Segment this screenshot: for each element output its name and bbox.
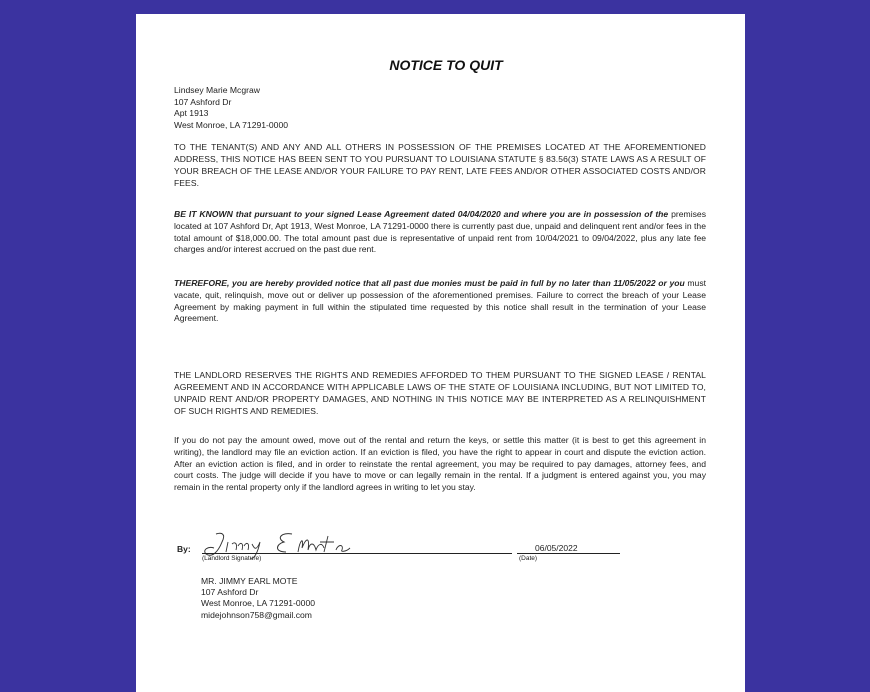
signature-line [202, 553, 512, 554]
landlord-street: 107 Ashford Dr [201, 587, 259, 598]
notice-page [136, 14, 745, 692]
signature-caption: (Landlord Signature) [202, 555, 262, 562]
date-line [517, 553, 620, 554]
document-title: NOTICE TO QUIT [389, 57, 503, 73]
statute-paragraph: TO THE TENANT(S) AND ANY AND ALL OTHERS IN POSSESSION OF THE PREMISES LOCATED AT THE AFOREMENTIONED ADDRESS, THIS NOTICE HAS BEEN SENT TO YOU PURSUANT TO LOUISIANA STATUTE § 83.56(3) STATE LAWS AS A RESULT OF YOUR BREACH OF THE LEASE AND/OR YOUR FAILURE TO PAY RENT, LATE FEES AND/OR OTHER ASSOCIATED COSTS AND/OR FEES. [174, 142, 706, 188]
be-it-known-lead: BE IT KNOWN that pursuant to your signed Lease Agreement dated 04/04/2020 and where you are in possession of the [174, 209, 669, 219]
be-it-known-paragraph [174, 209, 706, 256]
signature-date: 06/05/2022 [535, 543, 578, 553]
landlord-name: MR. JIMMY EARL MOTE [201, 576, 298, 586]
landlord-email: midejohnson758@gmail.com [201, 609, 312, 620]
date-caption: (Date) [519, 555, 538, 562]
therefore-paragraph [174, 278, 706, 325]
therefore-lead: THEREFORE, you are hereby provided notice that all past due monies must be paid in full by no later than 11/05/2022 or you [174, 278, 685, 288]
be-it-known-body: premises located at 107 Ashford Dr, Apt 1913, West Monroe, LA 71291-0000 there is currently past due, unpaid and delinquent rent and/or fees in the total amount of $18,000.00. The total amount past due is representative of unpaid rent from 10/04/2021 to 09/04/2022, plus any late fee charges and/or interest accrued on the past due rent. [174, 209, 706, 255]
landlord-address [201, 576, 315, 621]
tenant-address [174, 85, 288, 131]
tenant-city: West Monroe, LA 71291-0000 [174, 119, 289, 130]
signature-row [174, 534, 594, 574]
therefore-body: must vacate, quit, relinquish, move out or deliver up possession of the aforementioned premises. Failure to correct the breach of your Lease Agreement by making payment in full within the stipulated time requested by this notice shall result in the termination of your Lease Agreement. [174, 278, 706, 324]
tenant-street: 107 Ashford Dr [174, 96, 232, 107]
landlord-city: West Monroe, LA 71291-0000 [201, 598, 316, 609]
by-label: By: [177, 544, 191, 554]
eviction-paragraph: If you do not pay the amount owed, move out of the rental and return the keys, or settle this matter (it is best to get this agreement in writing), the landlord may file an eviction action. If an eviction is filed, you have the right to appear in court and dispute the eviction action. After an eviction action is filed, and in order to reinstate the rental agreement, you may be required to pay damages, attorney fees, and court costs. The judge will decide if you have to move or can legally remain in the rental. If a judgment is entered against you, you may remain in the rental property only if the landlord agrees in writing to let you stay. [174, 435, 706, 493]
rights-paragraph: THE LANDLORD RESERVES THE RIGHTS AND REMEDIES AFFORDED TO THEM PURSUANT TO THE SIGNED LEASE / RENTAL AGREEMENT AND IN ACCORDANCE WITH APPLICABLE LAWS OF THE STATE OF LOUISIANA INCLUDING, BUT NOT LIMITED TO, UNPAID RENT AND/OR PROPERTY DAMAGES, AND NOTHING IN THIS NOTICE MAY BE INTERPRETED AS A RELINQUISHMENT OF SUCH RIGHTS AND REMEDIES. [174, 370, 706, 416]
tenant-apt: Apt 1913 [174, 108, 209, 118]
tenant-name: Lindsey Marie Mcgraw [174, 85, 260, 95]
